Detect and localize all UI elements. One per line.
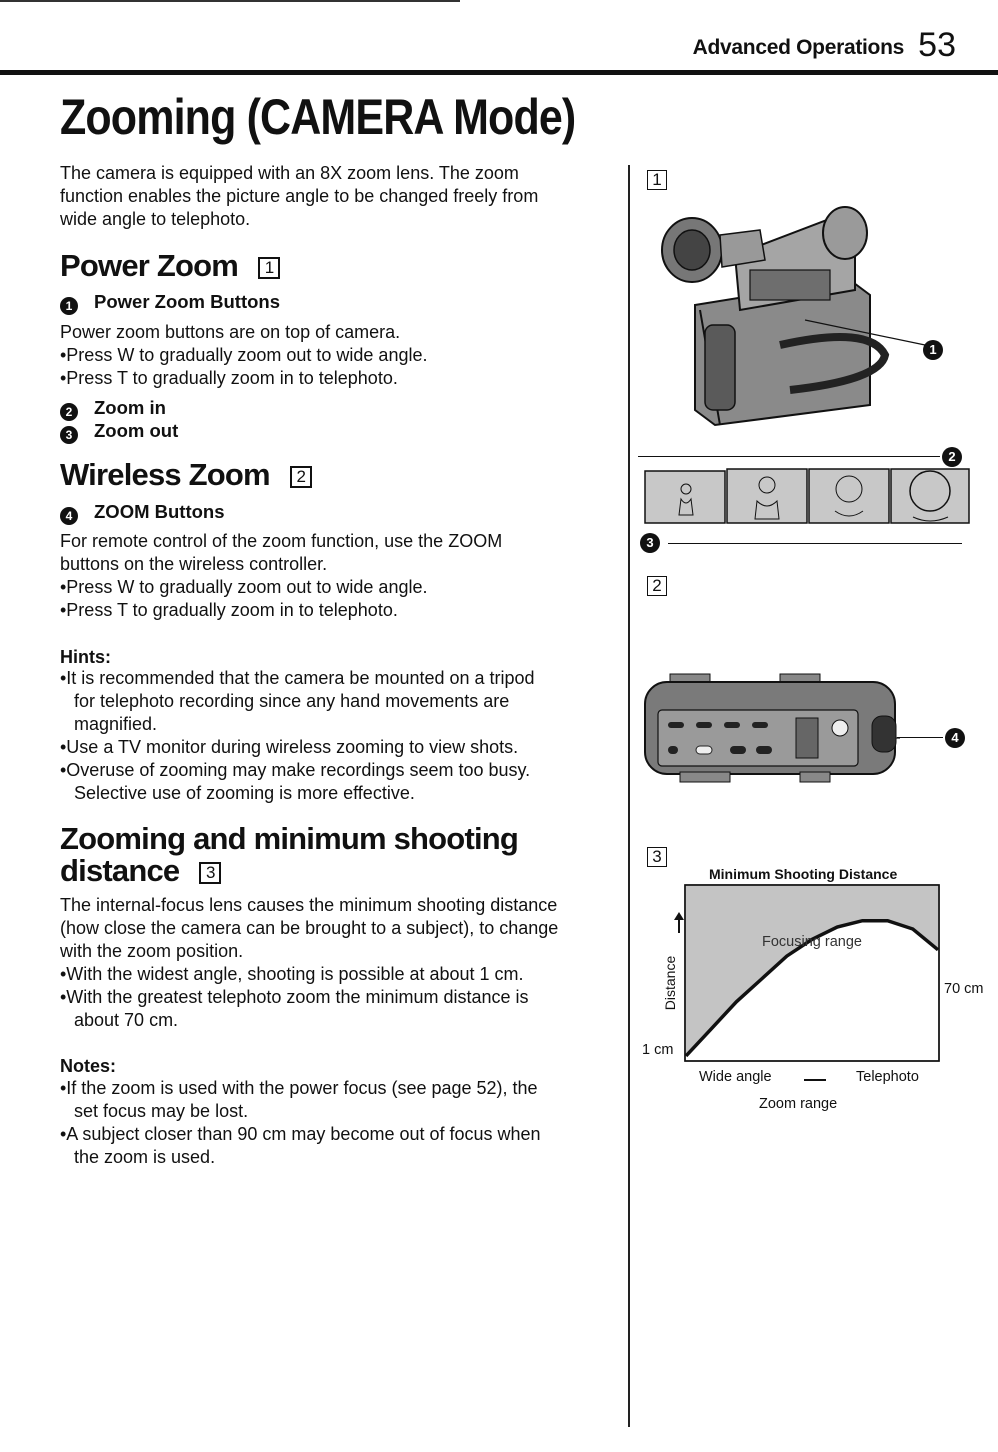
- figure-2-label: 2: [647, 576, 667, 596]
- zoom-in-arrow: [638, 456, 940, 457]
- min-distance-line-4: •With the widest angle, shooting is possible at about 1 cm.: [60, 964, 524, 984]
- power-zoom-item-2: 2 Zoom in: [60, 396, 166, 421]
- min-distance-line-5: •With the greatest telephoto zoom the minimum distance is: [60, 987, 529, 1007]
- zoom-out-arrow: [668, 543, 962, 544]
- callout-4-leader: [897, 737, 943, 738]
- figure-ref-box: 2: [290, 466, 312, 488]
- camcorder-illustration: [640, 195, 970, 440]
- callout-3-zoom-out: 3: [640, 533, 660, 553]
- wireless-zoom-desc-1: For remote control of the zoom function, use the ZOOM: [60, 531, 503, 551]
- min-distance-chart: [684, 884, 942, 1064]
- power-zoom-heading: Power Zoom 1: [60, 250, 280, 282]
- power-zoom-bullet-1: •Press W to gradually zoom out to wide angle.: [60, 345, 428, 365]
- hints-heading: Hints:: [60, 647, 111, 667]
- chart-xlabel: Zoom range: [759, 1096, 838, 1112]
- wireless-zoom-bullet-2: •Press T to gradually zoom in to telephoto.: [60, 600, 398, 620]
- callout-4-zoom-buttons: 4: [945, 728, 965, 748]
- figure-1-label: 1: [647, 170, 667, 190]
- focusing-range-label: Focusing range: [762, 934, 862, 950]
- figure-ref-box: 3: [199, 862, 221, 884]
- top-edge-line: [0, 0, 460, 2]
- hints-line-5: •Overuse of zooming may make recordings seem too busy.: [60, 760, 531, 780]
- y-tick-70cm: 70 cm: [944, 981, 984, 997]
- notes-line-1: •If the zoom is used with the power focus (see page 52), the: [60, 1078, 538, 1098]
- wireless-zoom-desc-2: buttons on the wireless controller.: [60, 554, 328, 574]
- notes-line-4: the zoom is used.: [74, 1147, 216, 1167]
- notes-heading: Notes:: [60, 1056, 117, 1076]
- intro-line-1: The camera is equipped with an 8X zoom lens. The zoom: [60, 163, 519, 183]
- page-number: 53: [918, 26, 956, 64]
- remote-controller-illustration: [640, 672, 900, 790]
- hints-line-2: for telephoto recording since any hand movements are: [74, 691, 510, 711]
- zoom-frames-illustration: [643, 467, 973, 527]
- notes-line-2: set focus may be lost.: [74, 1101, 249, 1121]
- wireless-zoom-bullet-1: •Press W to gradually zoom out to wide angle.: [60, 577, 428, 597]
- callout-1-power-zoom: 1: [923, 340, 943, 360]
- x-tick-wide-angle: Wide angle: [699, 1069, 772, 1085]
- chart-title: Minimum Shooting Distance: [709, 866, 898, 882]
- notes-line-3: •A subject closer than 90 cm may become out of focus when: [60, 1124, 541, 1144]
- callout-2-zoom-in: 2: [942, 447, 962, 467]
- page-title: Zooming (CAMERA Mode): [60, 89, 576, 145]
- min-distance-line-6: about 70 cm.: [74, 1010, 179, 1030]
- power-zoom-desc: Power zoom buttons are on top of camera.: [60, 322, 401, 342]
- chart-ylabel: Distance: [662, 955, 678, 1011]
- hints-line-6: Selective use of zooming is more effective.: [74, 783, 415, 803]
- intro-line-2: function enables the picture angle to be changed freely from: [60, 186, 539, 206]
- min-distance-line-3: with the zoom position.: [60, 941, 244, 961]
- figure-3-label: 3: [647, 847, 667, 867]
- x-tick-telephoto: Telephoto: [856, 1069, 919, 1085]
- wireless-zoom-item-4: 4 ZOOM Buttons: [60, 500, 225, 525]
- header-rule: [0, 70, 998, 75]
- power-zoom-item-1: 1 Power Zoom Buttons: [60, 290, 280, 315]
- power-zoom-bullet-2: •Press T to gradually zoom in to telephoto.: [60, 368, 398, 388]
- header-section-title: Advanced Operations: [692, 36, 904, 59]
- min-distance-heading-1: Zooming and minimum shooting: [60, 821, 519, 856]
- figure-ref-box: 1: [258, 257, 280, 279]
- hints-line-1: •It is recommended that the camera be mounted on a tripod: [60, 668, 535, 688]
- y-tick-1cm: 1 cm: [642, 1042, 674, 1058]
- min-distance-heading-2: distance 3: [60, 855, 221, 887]
- distance-arrow-head: [674, 912, 684, 920]
- power-zoom-item-3: 3 Zoom out: [60, 419, 178, 444]
- hints-line-3: magnified.: [74, 714, 158, 734]
- column-divider: [628, 165, 630, 1427]
- hints-line-4: •Use a TV monitor during wireless zooming to view shots.: [60, 737, 519, 757]
- zoom-range-arrow: [804, 1079, 826, 1081]
- min-distance-line-2: (how close the camera can be brought to a subject), to change: [60, 918, 559, 938]
- min-distance-line-1: The internal-focus lens causes the minimum shooting distance: [60, 895, 558, 915]
- wireless-zoom-heading: Wireless Zoom 2: [60, 459, 312, 491]
- intro-line-3: wide angle to telephoto.: [60, 209, 251, 229]
